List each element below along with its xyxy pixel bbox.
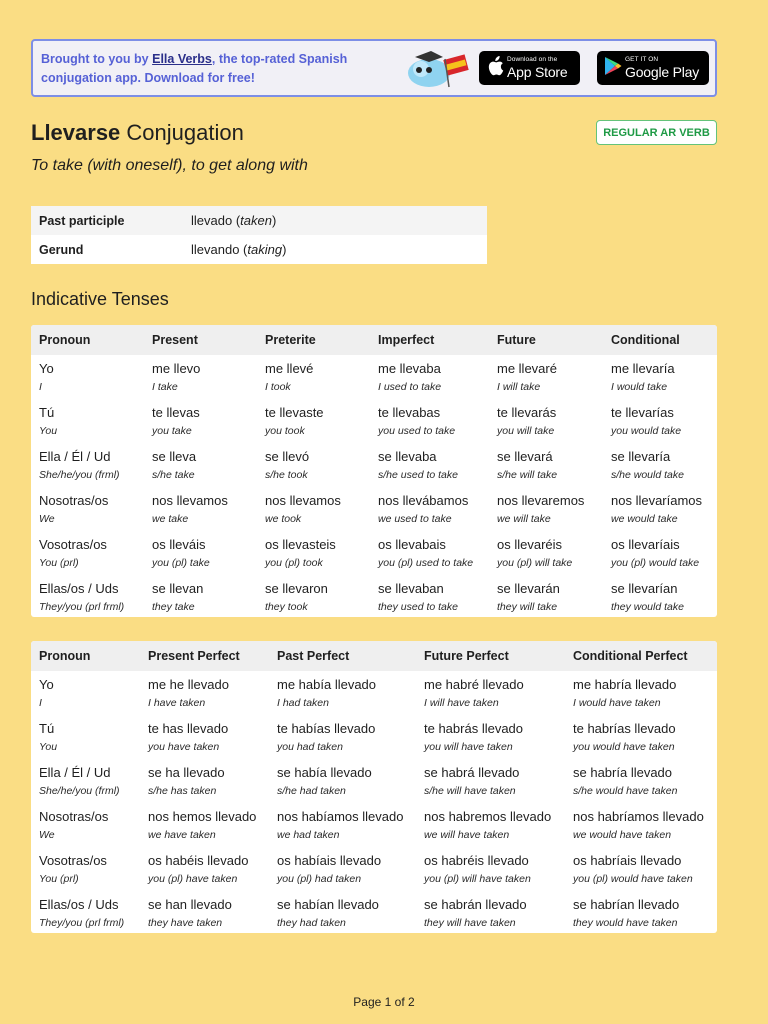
- conjugation-cell: [573, 721, 676, 754]
- conjugated-form: se había llevado: [277, 765, 372, 780]
- google-play-label: Google Play: [625, 63, 700, 80]
- conjugation-cell: [148, 677, 229, 710]
- table-row: [31, 355, 717, 399]
- conjugated-form: me había llevado: [277, 677, 377, 692]
- table-row: [31, 443, 717, 487]
- translation: you (pl) would take: [611, 557, 700, 569]
- page-number: Page 1 of 2: [353, 995, 415, 1009]
- translation: I: [39, 697, 42, 709]
- translation: you (pl) have taken: [148, 873, 238, 885]
- translation: s/he used to take: [378, 469, 458, 481]
- conjugated-form: se habrán llevado: [424, 897, 527, 912]
- conjugation-cell: [611, 581, 684, 614]
- conjugation-cell: [611, 449, 684, 482]
- pronoun: Tú: [39, 405, 55, 420]
- conjugation-cell: [378, 493, 468, 526]
- translation: you took: [265, 425, 305, 437]
- table-row: [31, 759, 717, 803]
- conjugation-cell: [378, 581, 458, 614]
- conjugated-form: se llevaba: [378, 449, 437, 464]
- conjugated-form: nos habríamos llevado: [573, 809, 704, 824]
- pronoun-cell: [39, 581, 124, 614]
- column-header: Preterite: [265, 333, 316, 347]
- conjugation-cell: [573, 897, 679, 930]
- translation: I will have taken: [424, 697, 499, 709]
- title-verb: Llevarse: [31, 120, 121, 145]
- translation: you (pl) will have taken: [424, 873, 531, 885]
- translation: You: [39, 741, 58, 753]
- column-header: Pronoun: [39, 649, 91, 663]
- pronoun-cell: [39, 537, 107, 570]
- conjugation-cell: [497, 537, 572, 570]
- promo-banner: [31, 39, 717, 97]
- conjugation-cell: [277, 721, 375, 754]
- conjugated-form: te llevarías: [611, 405, 674, 420]
- translation: I used to take: [378, 381, 442, 393]
- translation: you (pl) would have taken: [573, 873, 693, 885]
- conjugated-form: os habríais llevado: [573, 853, 682, 868]
- translation: they used to take: [378, 601, 458, 613]
- conjugation-cell: [152, 405, 200, 438]
- conjugation-cell: [378, 405, 455, 438]
- conjugated-form: nos llevábamos: [378, 493, 469, 508]
- translation: we would take: [611, 513, 678, 525]
- conjugated-form: nos llevaremos: [497, 493, 585, 508]
- translation: we have taken: [148, 829, 216, 841]
- table-row: [31, 715, 717, 759]
- translation: s/he had taken: [277, 785, 346, 797]
- translation: you used to take: [378, 425, 456, 437]
- conjugated-form: te llevabas: [378, 405, 441, 420]
- conjugated-form: nos hemos llevado: [148, 809, 257, 824]
- conjugation-cell: [148, 809, 256, 842]
- banner-text: [41, 50, 381, 88]
- conjugation-cell: [152, 537, 210, 570]
- conjugation-cell: [265, 449, 309, 482]
- translation: We: [39, 513, 55, 525]
- translation: you have taken: [148, 741, 220, 753]
- column-header: Present: [152, 333, 198, 347]
- table-row: [31, 847, 717, 891]
- conjugated-form: te llevarás: [497, 405, 557, 420]
- conjugation-cell: [148, 721, 228, 754]
- translation: they have taken: [148, 917, 223, 929]
- pronoun-cell: [39, 405, 57, 438]
- conjugated-form: se llevarían: [611, 581, 678, 596]
- column-header: Present Perfect: [148, 649, 240, 663]
- conjugated-form: me llevaba: [378, 361, 441, 376]
- translation: She/he/you (frml): [39, 785, 120, 797]
- app-store-label: App Store: [507, 63, 568, 80]
- conjugation-cell: [265, 493, 341, 526]
- conjugation-cell: [424, 897, 527, 930]
- past-participle-row: [31, 206, 487, 235]
- translation: you would have taken: [573, 741, 675, 753]
- conjugated-form: nos habíamos llevado: [277, 809, 404, 824]
- conjugated-form: me habré llevado: [424, 677, 524, 692]
- banner-text-after: , the top-rated Spanish conjugation app. Download for free!: [41, 52, 348, 85]
- conjugation-cell: [148, 853, 248, 886]
- conjugated-form: te habías llevado: [277, 721, 376, 736]
- conjugated-form: me llevaría: [611, 361, 675, 376]
- conjugation-cell: [152, 493, 228, 526]
- conjugated-form: os habíais llevado: [277, 853, 382, 868]
- conjugation-cell: [497, 581, 560, 614]
- translation: we take: [152, 513, 189, 525]
- column-header: Future Perfect: [424, 649, 509, 663]
- translation: they will take: [497, 601, 558, 613]
- conjugated-form: se llevaban: [378, 581, 444, 596]
- table-row: [31, 487, 717, 531]
- translation: you take: [152, 425, 192, 437]
- translation: you would take: [611, 425, 682, 437]
- translation: we will have taken: [424, 829, 510, 841]
- conjugated-form: se habían llevado: [277, 897, 379, 912]
- banner-text-before: Brought to you by: [41, 52, 153, 66]
- translation: they would have taken: [573, 917, 678, 929]
- translation: we had taken: [277, 829, 340, 841]
- pronoun: Ella / Él / Ud: [39, 449, 111, 464]
- conjugation-cell: [277, 677, 376, 710]
- pronoun: Vosotras/os: [39, 537, 107, 552]
- conjugation-cell: [573, 765, 678, 798]
- conjugated-form: me llevo: [152, 361, 201, 376]
- translation: I have taken: [148, 697, 206, 709]
- conjugated-form: se llevaron: [265, 581, 328, 596]
- conjugation-cell: [277, 853, 381, 886]
- translation: s/he will take: [497, 469, 558, 481]
- conjugation-cell: [497, 361, 557, 394]
- translation: s/he will have taken: [424, 785, 516, 797]
- conjugated-form: se habrá llevado: [424, 765, 520, 780]
- pronoun-cell: [39, 361, 54, 394]
- translation: You: [39, 425, 58, 437]
- pronoun: Tú: [39, 721, 55, 736]
- conjugated-form: te llevas: [152, 405, 200, 420]
- conjugated-form: se llevó: [265, 449, 310, 464]
- conjugation-cell: [573, 853, 693, 886]
- conjugated-form: os lleváis: [152, 537, 206, 552]
- translation: you will have taken: [424, 741, 513, 753]
- gerund-label: Gerund: [39, 242, 84, 257]
- conjugated-form: me habría llevado: [573, 677, 677, 692]
- conjugated-form: se habría llevado: [573, 765, 673, 780]
- translation: s/he would take: [611, 469, 684, 481]
- app-store-small: Download on the: [507, 56, 558, 64]
- conjugation-cell: [424, 721, 523, 754]
- table-header: [31, 325, 717, 355]
- translation: They/you (prl frml): [39, 917, 125, 929]
- translation: She/he/you (frml): [39, 469, 120, 481]
- conjugation-cell: [152, 581, 203, 614]
- translation: s/he has taken: [148, 785, 217, 797]
- pronoun: Vosotras/os: [39, 853, 107, 868]
- conjugation-cell: [611, 493, 702, 526]
- conjugation-cell: [611, 405, 681, 438]
- conjugation-cell: [611, 537, 699, 570]
- pronoun: Nosotras/os: [39, 809, 109, 824]
- conjugated-form: me llevaré: [497, 361, 557, 376]
- ella-verbs-link[interactable]: Ella Verbs: [152, 52, 212, 66]
- perfect-tenses-table: [31, 641, 717, 933]
- pronoun-cell: [39, 809, 108, 842]
- conjugated-form: se habrían llevado: [573, 897, 680, 912]
- apple-icon: [486, 56, 504, 76]
- translation: s/he would have taken: [573, 785, 678, 797]
- conjugated-form: se han llevado: [148, 897, 232, 912]
- column-header: Pronoun: [39, 333, 91, 347]
- pronoun: Ella / Él / Ud: [39, 765, 111, 780]
- conjugated-form: se ha llevado: [148, 765, 225, 780]
- page-title: [31, 120, 244, 146]
- regular-ar-verb-badge[interactable]: REGULAR AR VERB: [596, 120, 717, 145]
- pronoun-cell: [39, 677, 54, 710]
- conjugated-form: se llevan: [152, 581, 204, 596]
- conjugated-form: me he llevado: [148, 677, 229, 692]
- pronoun: Ellas/os / Uds: [39, 897, 119, 912]
- conjugated-form: os llevasteis: [265, 537, 336, 552]
- translation: You (prl): [39, 557, 79, 569]
- conjugated-form: te has llevado: [148, 721, 229, 736]
- conjugation-cell: [573, 809, 704, 842]
- conjugated-form: os habéis llevado: [148, 853, 249, 868]
- pronoun-cell: [39, 765, 120, 798]
- translation: We: [39, 829, 55, 841]
- conjugation-cell: [378, 361, 441, 394]
- table-row: [31, 399, 717, 443]
- conjugation-cell: [148, 765, 225, 798]
- pronoun: Yo: [39, 361, 54, 376]
- translation: I took: [265, 381, 291, 393]
- verb-forms-table: [31, 206, 487, 264]
- conjugation-cell: [148, 897, 232, 930]
- conjugation-cell: [378, 537, 473, 570]
- translation: you (pl) took: [265, 557, 323, 569]
- gerund-row: [31, 235, 487, 264]
- translation: I will take: [497, 381, 541, 393]
- conjugation-cell: [152, 361, 200, 394]
- gerund-value: llevando (taking): [191, 242, 287, 257]
- translation: you will take: [497, 425, 555, 437]
- column-header: Imperfect: [378, 333, 435, 347]
- translation: I would have taken: [573, 697, 661, 709]
- translation: I would take: [611, 381, 668, 393]
- translation: I: [39, 381, 42, 393]
- conjugation-cell: [424, 677, 524, 710]
- translation: you had taken: [277, 741, 343, 753]
- conjugation-cell: [424, 765, 519, 798]
- translation: They/you (prl frml): [39, 601, 125, 613]
- conjugation-cell: [277, 809, 403, 842]
- google-play-small: GET IT ON: [625, 56, 659, 64]
- column-header: Conditional: [611, 333, 680, 347]
- conjugated-form: se lleva: [152, 449, 197, 464]
- translation: they will have taken: [424, 917, 516, 929]
- conjugation-cell: [277, 897, 379, 930]
- conjugated-form: nos llevaríamos: [611, 493, 703, 508]
- pronoun: Yo: [39, 677, 54, 692]
- column-header: Conditional Perfect: [573, 649, 688, 663]
- indicative-tenses-heading: Indicative Tenses: [31, 289, 169, 309]
- table-row: [31, 575, 717, 617]
- google-play-button[interactable]: [597, 51, 709, 85]
- translation: you (pl) take: [152, 557, 210, 569]
- conjugation-cell: [378, 449, 458, 482]
- conjugated-form: nos llevamos: [152, 493, 228, 508]
- conjugated-form: se llevarán: [497, 581, 560, 596]
- conjugation-cell: [265, 581, 328, 614]
- verb-meaning: To take (with oneself), to get along with: [31, 157, 308, 174]
- conjugation-cell: [265, 537, 336, 570]
- translation: You (prl): [39, 873, 79, 885]
- conjugation-cell: [424, 853, 531, 886]
- conjugation-cell: [611, 361, 675, 394]
- translation: you (pl) had taken: [277, 873, 362, 885]
- translation: they take: [152, 601, 195, 613]
- pronoun-cell: [39, 721, 57, 754]
- table-row: [31, 671, 717, 715]
- table-header: [31, 641, 717, 671]
- conjugated-form: nos habremos llevado: [424, 809, 552, 824]
- translation: you (pl) used to take: [378, 557, 474, 569]
- translation: they would take: [611, 601, 684, 613]
- translation: we took: [265, 513, 302, 525]
- google-play-icon: [604, 56, 622, 76]
- conjugated-form: te habrás llevado: [424, 721, 524, 736]
- mascot-icon: [405, 47, 469, 91]
- translation: we used to take: [378, 513, 452, 525]
- pronoun-cell: [39, 897, 124, 930]
- pronoun: Ellas/os / Uds: [39, 581, 119, 596]
- past-participle-value: llevado (taken): [191, 213, 277, 228]
- translation: they had taken: [277, 917, 346, 929]
- table-row: [31, 891, 717, 933]
- conjugated-form: nos llevamos: [265, 493, 341, 508]
- conjugated-form: os habréis llevado: [424, 853, 529, 868]
- translation: we will take: [497, 513, 551, 525]
- translation: s/he took: [265, 469, 308, 481]
- conjugated-form: te habrías llevado: [573, 721, 676, 736]
- conjugation-cell: [497, 493, 584, 526]
- conjugation-cell: [152, 449, 196, 482]
- translation: we would have taken: [573, 829, 672, 841]
- translation: I take: [152, 381, 178, 393]
- conjugated-form: os llevabais: [378, 537, 446, 552]
- conjugation-cell: [424, 809, 551, 842]
- title-rest: Conjugation: [120, 120, 244, 145]
- pronoun-cell: [39, 493, 108, 526]
- translation: they took: [265, 601, 308, 613]
- pronoun: Nosotras/os: [39, 493, 109, 508]
- conjugated-form: os llevaríais: [611, 537, 680, 552]
- pronoun-cell: [39, 853, 107, 886]
- conjugation-cell: [265, 405, 324, 438]
- conjugation-cell: [497, 449, 557, 482]
- conjugated-form: se llevará: [497, 449, 553, 464]
- translation: I had taken: [277, 697, 329, 709]
- app-store-button[interactable]: [479, 51, 580, 85]
- table-row: [31, 531, 717, 575]
- simple-tenses-table: [31, 325, 717, 617]
- conjugation-cell: [573, 677, 676, 710]
- conjugated-form: os llevaréis: [497, 537, 563, 552]
- pronoun-cell: [39, 449, 120, 482]
- column-header: Past Perfect: [277, 649, 350, 663]
- translation: you (pl) will take: [497, 557, 573, 569]
- conjugated-form: te llevaste: [265, 405, 324, 420]
- table-row: [31, 803, 717, 847]
- conjugation-cell: [497, 405, 556, 438]
- conjugated-form: se llevaría: [611, 449, 671, 464]
- conjugated-form: me llevé: [265, 361, 314, 376]
- conjugation-cell: [277, 765, 372, 798]
- translation: s/he take: [152, 469, 195, 481]
- past-participle-label: Past participle: [39, 213, 125, 228]
- column-header: Future: [497, 333, 536, 347]
- conjugation-cell: [265, 361, 313, 394]
